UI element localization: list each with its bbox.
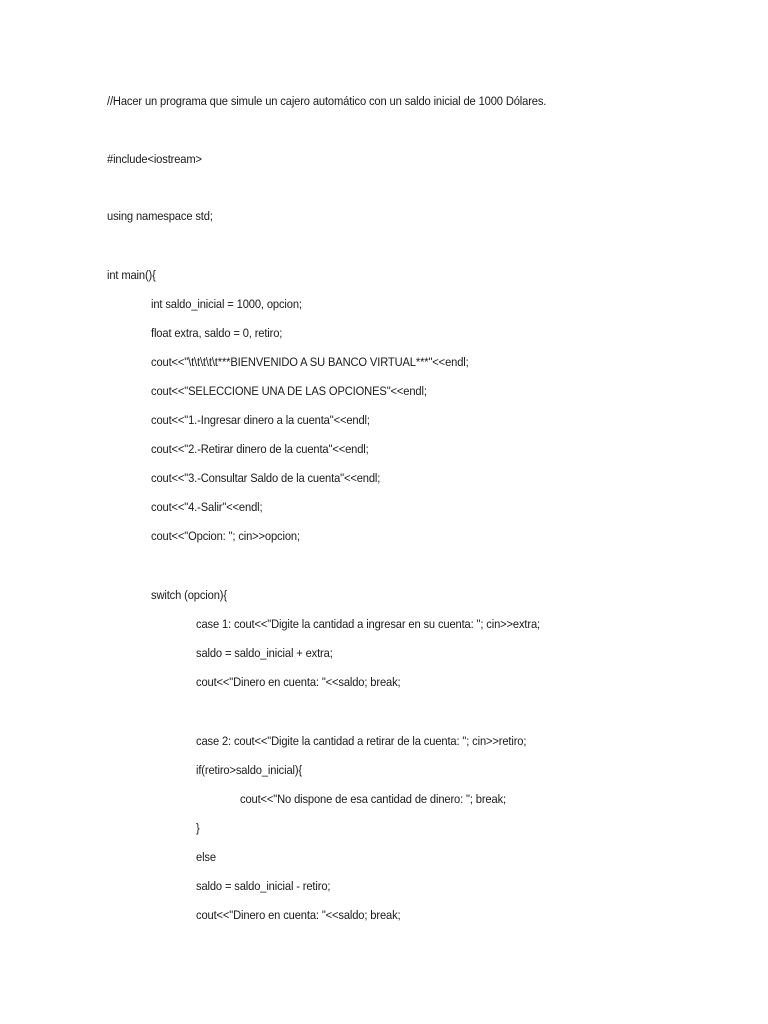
- code-line: cout<<"\t\t\t\t\t***BIENVENIDO A SU BANCO VIRTUAL***"<<endl;: [151, 355, 469, 369]
- code-line: cout<<"1.-Ingresar dinero a la cuenta"<<endl;: [151, 413, 370, 427]
- code-line: saldo = saldo_inicial - retiro;: [196, 879, 331, 893]
- code-line: }: [196, 821, 200, 835]
- code-line: cout<<"Dinero en cuenta: "<<saldo; break;: [196, 675, 401, 689]
- code-line: case 1: cout<<"Digite la cantidad a ingresar en su cuenta: "; cin>>extra;: [196, 617, 540, 631]
- code-line: using namespace std;: [107, 209, 213, 223]
- code-line: int main(){: [107, 268, 156, 282]
- code-line: cout<<"SELECCIONE UNA DE LAS OPCIONES"<<endl;: [151, 384, 427, 398]
- code-line: if(retiro>saldo_inicial){: [196, 763, 303, 777]
- code-line: cout<<"2.-Retirar dinero de la cuenta"<<endl;: [151, 442, 369, 456]
- code-line: cout<<"3.-Consultar Saldo de la cuenta"<<endl;: [151, 471, 381, 485]
- code-line: #include<iostream>: [107, 152, 202, 166]
- code-line: saldo = saldo_inicial + extra;: [196, 646, 333, 660]
- code-line: int saldo_inicial = 1000, opcion;: [151, 297, 302, 311]
- code-line: switch (opcion){: [151, 588, 227, 602]
- code-line: cout<<"Opcion: "; cin>>opcion;: [151, 529, 300, 543]
- code-line: float extra, saldo = 0, retiro;: [151, 326, 283, 340]
- code-line: cout<<"Dinero en cuenta: "<<saldo; break;: [196, 908, 401, 922]
- code-line: else: [196, 850, 216, 864]
- code-line: cout<<"4.-Salir"<<endl;: [151, 500, 263, 514]
- code-comment-line: //Hacer un programa que simule un cajero automático con un saldo inicial de 1000 Dólares.: [107, 94, 547, 108]
- code-line: cout<<"No dispone de esa cantidad de dinero: "; break;: [240, 792, 506, 806]
- code-line: case 2: cout<<"Digite la cantidad a retirar de la cuenta: "; cin>>retiro;: [196, 734, 527, 748]
